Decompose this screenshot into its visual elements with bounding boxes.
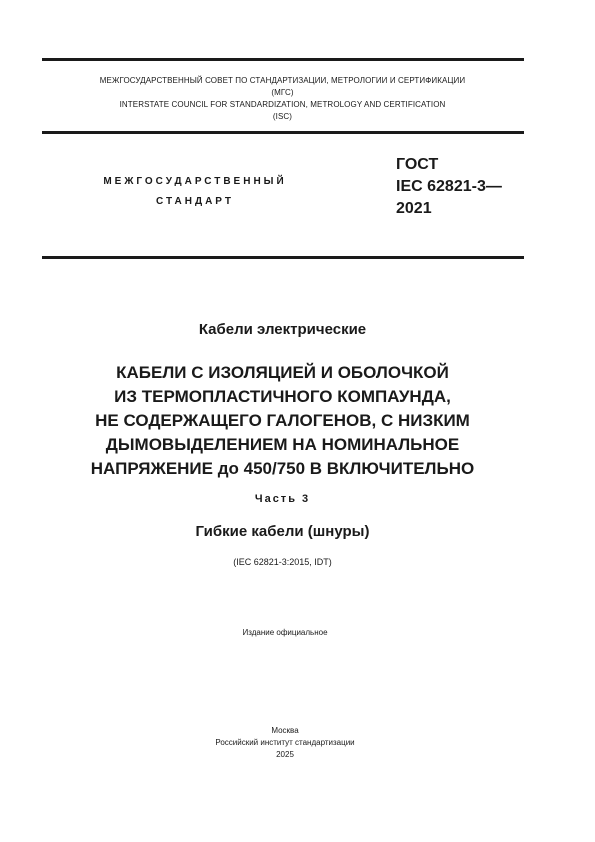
designation-line3: 2021 (396, 200, 432, 217)
council-abbr-ru: (МГС) (271, 88, 294, 97)
title-line: НЕ СОДЕРЖАЩЕГО ГАЛОГЕНОВ, С НИЗКИМ (95, 411, 470, 430)
document-subtitle: Гибкие кабели (шнуры) (195, 523, 370, 540)
council-block (0, 75, 565, 123)
imprint-publisher: Российский институт стандартизации (215, 738, 355, 747)
council-abbr-en: (ISC) (272, 112, 293, 121)
part-number: Часть 3 (254, 493, 311, 505)
title-line: КАБЕЛИ С ИЗОЛЯЦИЕЙ И ОБОЛОЧКОЙ (116, 363, 449, 382)
imprint-block (0, 725, 570, 761)
title-line: ДЫМОВЫДЕЛЕНИЕМ НА НОМИНАЛЬНОЕ (105, 435, 460, 454)
document-category: Кабели электрические (198, 321, 367, 338)
title-line: ИЗ ТЕРМОПЛАСТИЧНОГО КОМПАУНДА, (114, 387, 451, 406)
designation-line1: ГОСТ (396, 156, 439, 173)
council-name-ru: МЕЖГОСУДАРСТВЕННЫЙ СОВЕТ ПО СТАНДАРТИЗАЦИИ, МЕТРОЛОГИИ И СЕРТИФИКАЦИИ (99, 76, 466, 85)
standard-type-line1: МЕЖГОСУДАРСТВЕННЫЙ (103, 176, 287, 187)
standard-type (100, 172, 290, 212)
top-rule (42, 58, 524, 61)
iec-reference: (IEC 62821-3:2015, IDT) (233, 557, 332, 567)
edition-note: Издание официальное (242, 628, 328, 637)
council-name-en: INTERSTATE COUNCIL FOR STANDARDIZATION, METROLOGY AND CERTIFICATION (119, 100, 446, 109)
standard-designation (396, 154, 502, 220)
imprint-city: Москва (271, 726, 299, 735)
imprint-year: 2025 (276, 750, 294, 759)
document-title (0, 361, 565, 481)
header-rule (42, 256, 524, 259)
council-rule (42, 131, 524, 134)
standard-type-line2: СТАНДАРТ (156, 196, 234, 207)
title-line: НАПРЯЖЕНИЕ до 450/750 В ВКЛЮЧИТЕЛЬНО (90, 459, 475, 478)
designation-line2: IEC 62821-3— (396, 178, 502, 195)
